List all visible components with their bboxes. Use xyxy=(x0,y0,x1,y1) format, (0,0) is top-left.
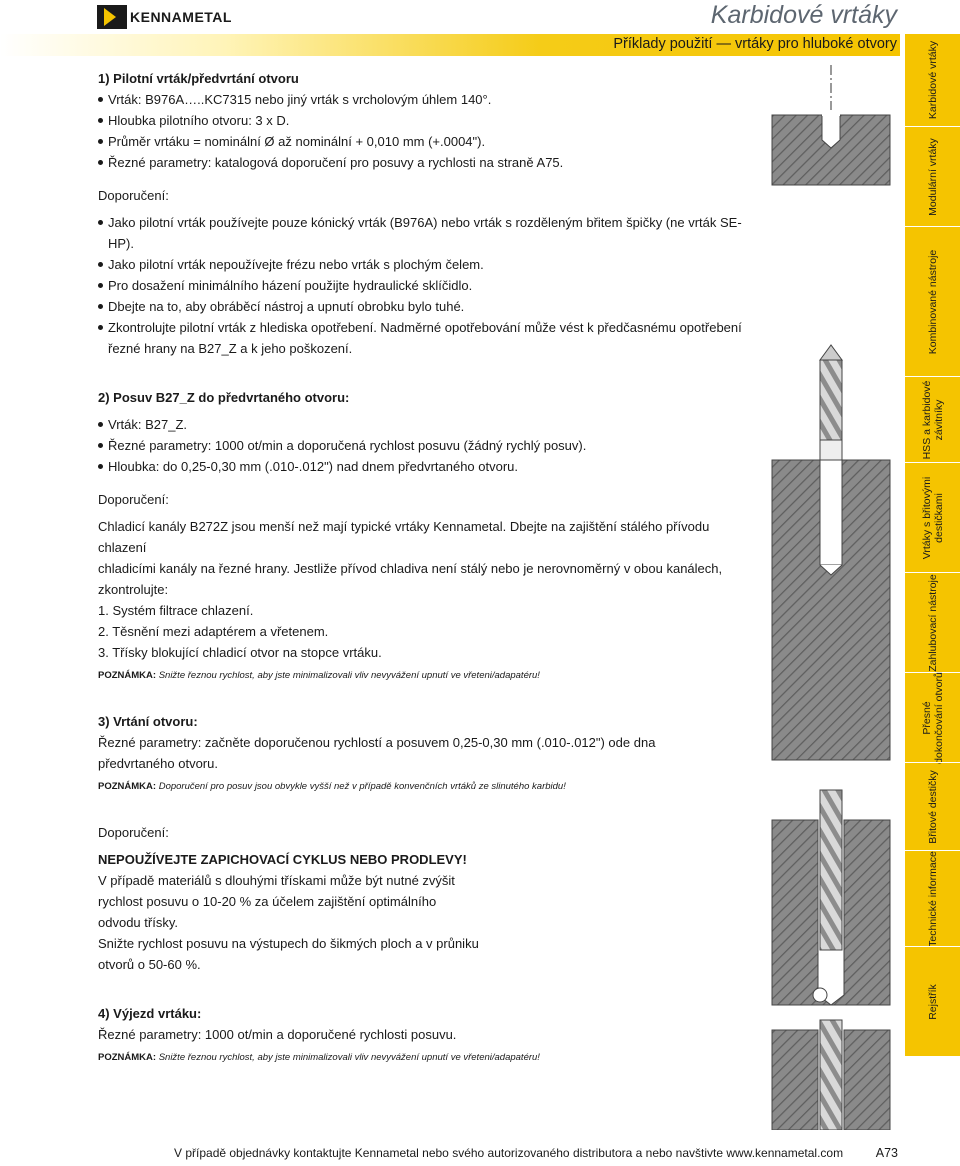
list-item: Řezné parametry: katalogová doporučení pro posuvy a rychlosti na straně A75. xyxy=(98,152,743,173)
note-text: Snižte řeznou rychlost, aby jste minimalizovali vliv nevyvážení upnutí ve vřeteni/adapatéru! xyxy=(156,1052,540,1063)
section-2-title: 2) Posuv B27_Z do předvrtaného otvoru: xyxy=(98,390,350,405)
note-text: Doporučení pro posuv jsou obvykle vyšší než v případě konvenčních vrtáků ze slinutého karbidu! xyxy=(156,781,566,792)
side-tab-nav xyxy=(905,34,960,1056)
tab-karbidove-vrtaky[interactable] xyxy=(905,34,960,126)
tab-britove-desticky[interactable] xyxy=(905,762,960,850)
paragraph-line: Řezné parametry: 1000 ot/min a doporučené rychlosti posuvu. xyxy=(98,1027,457,1042)
section-4-title: 4) Výjezd vrtáku: xyxy=(98,1006,202,1021)
kennametal-logo xyxy=(97,5,232,29)
tab-label: Rejstřík xyxy=(926,983,939,1020)
page-subtitle: Příklady použití — vrtáky pro hluboké otvory xyxy=(613,36,897,52)
list-item-line: Zkontrolujte pilotní vrták z hlediska opotřebení. Nadměrné opotřebování může vést k předčasnému opotřebení xyxy=(108,320,742,335)
list-item: Řezné parametry: 1000 ot/min a doporučená rychlost posuvu (žádný rychlý posuv). xyxy=(98,435,743,456)
paragraph-line: chladicími kanály na řezné hrany. Jestliže přívod chladiva není stálý nebo je nerovnoměrný v obou kanálech, xyxy=(98,561,723,576)
tab-technicke-informace[interactable] xyxy=(905,850,960,946)
drill-drilling-drawing xyxy=(772,790,890,1005)
paragraph-line: předvrtaného otvoru. xyxy=(98,756,218,771)
tab-vrtaky-s-britovymi-desticami[interactable] xyxy=(905,462,960,572)
drill-feed-drawing xyxy=(772,345,890,760)
drill-retract-drawing xyxy=(772,1020,890,1130)
main-content xyxy=(98,68,743,1065)
list-item: Pro dosažení minimálního házení použijte hydraulické sklíčidlo. xyxy=(98,275,743,296)
tab-kombinovane-nastroje[interactable] xyxy=(905,226,960,376)
pilot-hole-drawing xyxy=(772,65,890,185)
warning-text: NEPOUŽÍVEJTE ZAPICHOVACÍ CYKLUS NEBO PRODLEVY! xyxy=(98,852,467,867)
tab-label: Přesné dokončování otvorů xyxy=(920,671,945,764)
section-1-title: 1) Pilotní vrták/předvrtání otvoru xyxy=(98,71,299,86)
tab-label: Karbidové vrtáky xyxy=(926,40,939,120)
drilling-process-illustrations xyxy=(760,60,900,1130)
list-item: Vrták: B976A…..KC7315 nebo jiný vrták s vrcholovým úhlem 140°. xyxy=(98,89,743,110)
tab-label: Vrtáky s břitovými destičkami xyxy=(920,476,945,559)
numbered-item: 2. Těsnění mezi adaptérem a vřetenem. xyxy=(98,624,329,639)
paragraph-line: Řezné parametry: začněte doporučenou rychlostí a posuvem 0,25-0,30 mm (.010-.012") ode dna xyxy=(98,735,656,750)
tab-label: Břitové destičky xyxy=(926,769,939,844)
numbered-item: 3. Třísky blokující chladicí otvor na stopce vrtáku. xyxy=(98,645,382,660)
recommendation-label: Doporučení: xyxy=(98,492,169,507)
list-item: Dbejte na to, aby obráběcí nástroj a upnutí obrobku bylo tuhé. xyxy=(98,296,743,317)
tab-zahlubovaci-nastroje[interactable] xyxy=(905,572,960,672)
list-item: Hloubka pilotního otvoru: 3 x D. xyxy=(98,110,743,131)
recommendation-label: Doporučení: xyxy=(98,188,169,203)
list-item: Hloubka: do 0,25-0,30 mm (.010-.012") nad dnem předvrtaného otvoru. xyxy=(98,456,743,477)
note xyxy=(98,1051,743,1065)
list-item xyxy=(98,317,743,359)
paragraph-line: zkontrolujte: xyxy=(98,582,169,597)
tab-label: HSS a karbidové závitníky xyxy=(920,380,945,459)
list-item: Jako pilotní vrták používejte pouze kónický vrták (B976A) nebo vrták s rozděleným břitem špičky (ne vrták SE-HP). xyxy=(98,212,743,254)
list-item: Vrták: B27_Z. xyxy=(98,414,743,435)
tab-label: Kombinované nástroje xyxy=(926,249,939,354)
page-number: A73 xyxy=(875,1146,898,1160)
tab-label: Technické informace xyxy=(926,850,939,947)
tab-hss-zavitniky[interactable] xyxy=(905,376,960,462)
paragraph-line: otvorů o 50-60 %. xyxy=(98,957,201,972)
section-3-title: 3) Vrtání otvoru: xyxy=(98,714,198,729)
note xyxy=(98,669,743,683)
list-item: Průměr vrtáku = nominální Ø až nominální + 0,010 mm (+.0004"). xyxy=(98,131,743,152)
paragraph-line: rychlost posuvu o 10-20 % za účelem zajištění optimálního xyxy=(98,894,437,909)
list-item-line: řezné hrany na B27_Z a k jeho poškození. xyxy=(108,341,353,356)
tab-label: Zahlubovací nástroje xyxy=(926,573,939,672)
note xyxy=(98,780,743,794)
note-label: POZNÁMKA: xyxy=(98,781,157,792)
footer-text: V případě objednávky kontaktujte Kennametal nebo svého autorizovaného distributora a nebo navštivte www.kennametal.com xyxy=(174,1146,844,1160)
recommendation-label: Doporučení: xyxy=(98,825,169,840)
note-text: Snižte řeznou rychlost, aby jste minimalizovali vliv nevyvážení upnutí ve vřeteni/adapatéru! xyxy=(156,670,540,681)
tab-label: Modulární vrtáky xyxy=(926,137,939,216)
logo-text: KENNAMETAL xyxy=(130,9,232,25)
note-label: POZNÁMKA: xyxy=(98,670,157,681)
numbered-item: 1. Systém filtrace chlazení. xyxy=(98,603,254,618)
kennametal-logo-icon xyxy=(97,5,127,29)
paragraph-line: Snižte rychlost posuvu na výstupech do šikmých ploch a v průniku xyxy=(98,936,479,951)
tab-presne-dokoncovani[interactable] xyxy=(905,672,960,762)
page-title: Karbidové vrtáky xyxy=(710,1,897,29)
paragraph-line: odvodu třísky. xyxy=(98,915,178,930)
paragraph-line: Chladicí kanály B272Z jsou menší než mají typické vrtáky Kennametal. Dbejte na zajištění stálého přívodu chlazení xyxy=(98,519,710,555)
tab-rejstrik[interactable] xyxy=(905,946,960,1056)
tab-modularni-vrtaky[interactable] xyxy=(905,126,960,226)
paragraph-line: V případě materiálů s dlouhými třískami může být nutné zvýšit xyxy=(98,873,455,888)
note-label: POZNÁMKA: xyxy=(98,1052,157,1063)
list-item: Jako pilotní vrták nepoužívejte frézu nebo vrták s plochým čelem. xyxy=(98,254,743,275)
